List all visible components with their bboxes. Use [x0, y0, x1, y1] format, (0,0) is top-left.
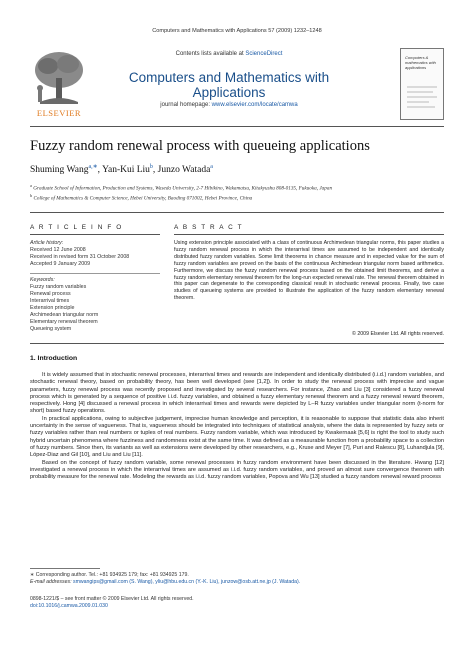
abstract-end-rule	[30, 343, 444, 344]
article-info-heading: A R T I C L E I N F O	[30, 224, 123, 231]
keyword: Renewal process	[30, 291, 71, 297]
sciencedirect-link[interactable]: ScienceDirect	[245, 51, 283, 57]
svg-text:ELSEVIER: ELSEVIER	[36, 108, 82, 118]
author-affiliation-mark[interactable]: b	[149, 164, 153, 170]
paragraph: In practical applications, owing to subjective judgement, imprecise human knowledge and perception, it is reasonable to suppose that statistic data also inherit uncertainty in the sense of vagueness. That is, vagueness should be integrated into techniques of statistical analysis, where the data is represented by fuzzy sets or fuzzy variables rather than real numbers or tuples of real numbers. Fuzzy random variable, which was introduced by Kwakernaak [5,6] is right the tool to study such hybrid uncertain phenomena where fuzziness and randomness exist at the same time. It was defined as a measurable function from a probability space to a collection of fuzzy numbers. Since then, its variants as well as extensions were developed by other researchers, e.g., Kruse and Meyer [7], Puri and Ralescu [8], Luhandjula [9], López-Diaz and Gil [10], and Liu and Liu [11].	[30, 415, 444, 459]
author-list	[30, 163, 444, 175]
cover-title: Computers & mathematics with applications	[405, 55, 436, 70]
author-name: Junzo Watada	[157, 165, 211, 176]
keyword: Archimedean triangular norm	[30, 312, 99, 318]
contents-line: Contents lists available at ScienceDirect	[175, 51, 283, 57]
front-matter	[30, 596, 444, 610]
keywords: Keywords: Fuzzy random variables Renewal process Interarrival times Extension principle Archimedean triangular norm Elementary renewal theorem Queueing system	[30, 277, 160, 333]
cover-lines	[407, 85, 437, 113]
abstract-rule	[174, 234, 444, 235]
affiliation-a: $^a$ Graduate School of Information, Production and Systems, Waseda University, 2-7 Hibikino, Wakamatsu, Kitakyushu 808-0135, Fukuoka, Japan	[30, 183, 333, 192]
abstract-text: Using extension principle associated with a class of continuous Archimedean triangular norms, this paper studies a fuzzy random renewal process in which the interarrival times are assumed to be independent and identically distributed fuzzy random variables. Some limit theorems in chance measure and in expected value for the sum of fuzzy random variables are proved on the basis of the continuous Archimedean triangular norm based arithmetics. Furthermore, we discuss the fuzzy random renewal process based on the obtained limit theorems, and derive a fuzzy random elementary renewal theorem for the long-run expected renewal rate. The renewal theorem obtained in this paper can degenerate to the corresponding classical result in stochastic renewal process. Finally, two case studies of queueing systems are provided to illustrate the application of the fuzzy random elementary renewal theorem.	[174, 240, 444, 302]
article-history: Article history: Received 12 June 2008 Received in revised form 31 October 2008 Accepted 9 January 2009	[30, 240, 130, 267]
author-name: Yan-Kui Liu	[102, 165, 150, 176]
keyword: Interarrival times	[30, 298, 70, 304]
footnotes	[30, 572, 444, 586]
keyword: Fuzzy random variables	[30, 284, 87, 290]
paragraph: It is widely assumed that in stochastic renewal processes, interarrival times and rewards are independent and identically distributed (i.i.d.) random variables, and stochastic renewal theory, based on probability theory, has been well developed (see [1,2]). In order to study the renewal process with imprecise and vague parameters, fuzzy renewal process was recently proposed and investigated by several researchers. For instance, Zhao and Liu [3] considered a fuzzy renewal process which is generated by a sequence of positive i.i.d. fuzzy variables, and obtained a fuzzy elementary renewal theorem and a fuzzy renewal reward theorem, respectively. Hong [4] discussed a renewal process in which interarrival times and rewards were depicted by L–R fuzzy variables under triangular norm (t-norm for short) based fuzzy operations.	[30, 372, 444, 415]
journal-header	[30, 48, 444, 120]
affiliation-rule	[30, 212, 444, 213]
paragraph: Based on the concept of fuzzy random variable, some renewal processes in fuzzy random environment have been discussed in the literature. Hwang [12] investigated a renewal process in which the interarrival times are assumed as i.i.d. fuzzy random variables, and proved an almost sure convergence theorem with probability measure for the renewal rate. Modeling the rewards as i.i.d. fuzzy random variables, Popova and Wu [13] studied a fuzzy random renewal reward process	[30, 459, 444, 481]
corresponding-author-note: ∗ Corresponding author. Tel.: +81 934925 179; fax: +81 934925 179.	[30, 572, 189, 578]
author-separator: ,	[152, 165, 158, 176]
journal-homepage-link[interactable]: www.elsevier.com/locate/camwa	[211, 102, 298, 108]
keyword: Extension principle	[30, 305, 75, 311]
author-name: Shuming Wang	[30, 165, 89, 176]
history-rule	[30, 273, 160, 274]
article-info-rule	[30, 234, 160, 235]
introduction-body	[30, 372, 444, 481]
author-separator: ,	[97, 165, 103, 176]
introduction-heading: 1. Introduction	[30, 355, 78, 362]
article-title: Fuzzy random renewal process with queueing applications	[30, 138, 370, 154]
email-note: E-mail addresses: smwangips@gmail.com (S. Wang), yliu@hbu.edu.cn (Y.-K. Liu), junzow@osb.att.ne.jp (J. Watada).	[30, 579, 301, 585]
author-affiliation-mark[interactable]: a	[210, 164, 213, 170]
footnote-rule	[30, 568, 100, 569]
keyword: Elementary renewal theorem	[30, 319, 98, 325]
abstract-copyright: © 2009 Elsevier Ltd. All rights reserved.	[352, 331, 444, 337]
journal-cover-thumbnail	[400, 48, 444, 120]
homepage-line: journal homepage: www.elsevier.com/locate/camwa	[160, 102, 298, 108]
journal-title: Computers and Mathematics with Applications	[128, 70, 330, 100]
doi-link[interactable]: doi:10.1016/j.camwa.2009.01.030	[30, 603, 108, 609]
abstract-heading: A B S T R A C T	[174, 224, 244, 231]
elsevier-tree-logo	[30, 48, 88, 120]
email-addresses[interactable]: smwangips@gmail.com (S. Wang), yliu@hbu.edu.cn (Y.-K. Liu), junzow@osb.att.ne.jp (J. Watada).	[72, 579, 301, 585]
header-rule	[30, 126, 444, 127]
running-header: Computers and Mathematics with Applications 57 (2009) 1232–1248	[152, 28, 322, 34]
keyword: Queueing system	[30, 326, 72, 332]
affiliation-b: $^b$ College of Mathematics & Computer Science, Hebei University, Baoding 071002, Hebei Province, China	[30, 193, 253, 202]
issn-line: 0898-1221/$ – see front matter © 2009 Elsevier Ltd. All rights reserved.	[30, 596, 194, 602]
author-affiliation-mark[interactable]: a,∗	[88, 164, 98, 170]
